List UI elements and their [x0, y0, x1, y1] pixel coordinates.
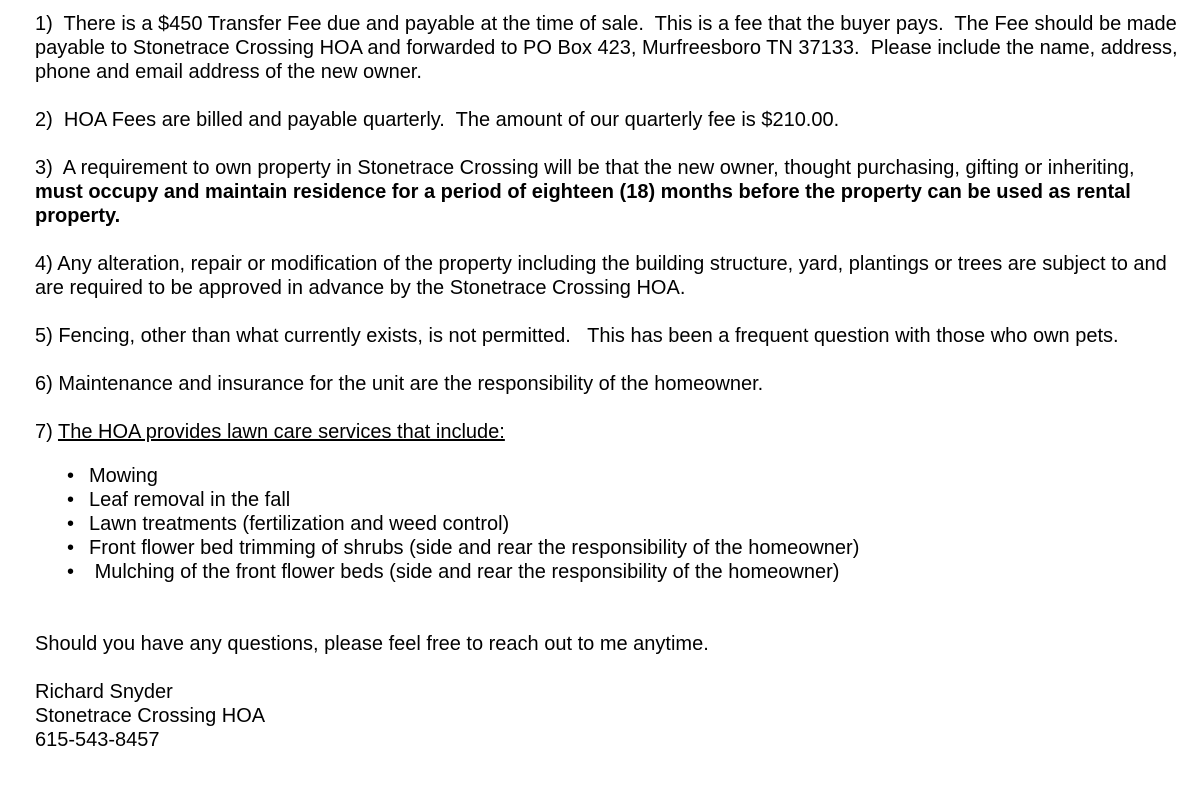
item-7-lawn-care [35, 420, 1185, 444]
item-4-alterations: 4) Any alteration, repair or modification of the property including the building structure, yard, plantings or trees are subject to and are required to be approved in advance by the Stonetrace Crossing HOA. [35, 253, 1173, 299]
item-7-heading: The HOA provides lawn care services that include: [57, 421, 505, 443]
item-2-hoa-fees: 2) HOA Fees are billed and payable quarterly. The amount of our quarterly fee is $210.00. [35, 109, 840, 131]
list-item [67, 536, 1185, 560]
list-item-text: Leaf removal in the fall [89, 489, 291, 511]
list-item [67, 560, 1185, 584]
bullet-icon: • [67, 489, 75, 511]
item-7-prefix: 7) [35, 421, 58, 443]
document-body [35, 12, 1185, 752]
item-1-transfer-fee: 1) There is a $450 Transfer Fee due and payable at the time of sale. This is a fee that the buyer pays. The Fee should be made payable to Stonetrace Crossing HOA and forwarded to PO Box 423, Murfreesboro TN 37133. Please include the name, address, phone and email address of the new owner. [35, 13, 1184, 83]
signature-phone: 615-543-8457 [35, 729, 160, 751]
item-6-maintenance: 6) Maintenance and insurance for the unit are the responsibility of the homeowner. [35, 373, 764, 395]
list-item-text: Lawn treatments (fertilization and weed control) [89, 513, 510, 535]
bullet-icon: • [67, 465, 75, 487]
item-3-bold-text: must occupy and maintain residence for a period of eighteen (18) months before the property can be used as rental property. [35, 181, 1137, 227]
list-item-text: Mulching of the front flower beds (side and rear the responsibility of the homeowner) [89, 561, 840, 583]
item-3-occupancy-requirement [35, 156, 1185, 228]
item-3-text: 3) A requirement to own property in Stonetrace Crossing will be that the new owner, thought purchasing, gifting or inheriting, [35, 157, 1141, 179]
bullet-icon: • [67, 537, 75, 559]
list-item-text: Front flower bed trimming of shrubs (side and rear the responsibility of the homeowner) [89, 537, 860, 559]
signature-organization: Stonetrace Crossing HOA [35, 705, 266, 727]
list-item-text: Mowing [89, 465, 158, 487]
signature-block [35, 680, 1185, 752]
bullet-icon: • [67, 561, 75, 583]
signature-name: Richard Snyder [35, 681, 173, 703]
closing-line: Should you have any questions, please feel free to reach out to me anytime. [35, 633, 709, 655]
list-item [67, 464, 1185, 488]
bullet-icon: • [67, 513, 75, 535]
item-5-fencing: 5) Fencing, other than what currently exists, is not permitted. This has been a frequent question with those who own pets. [35, 325, 1119, 347]
lawn-care-list [35, 464, 1185, 584]
list-item [67, 488, 1185, 512]
list-item [67, 512, 1185, 536]
